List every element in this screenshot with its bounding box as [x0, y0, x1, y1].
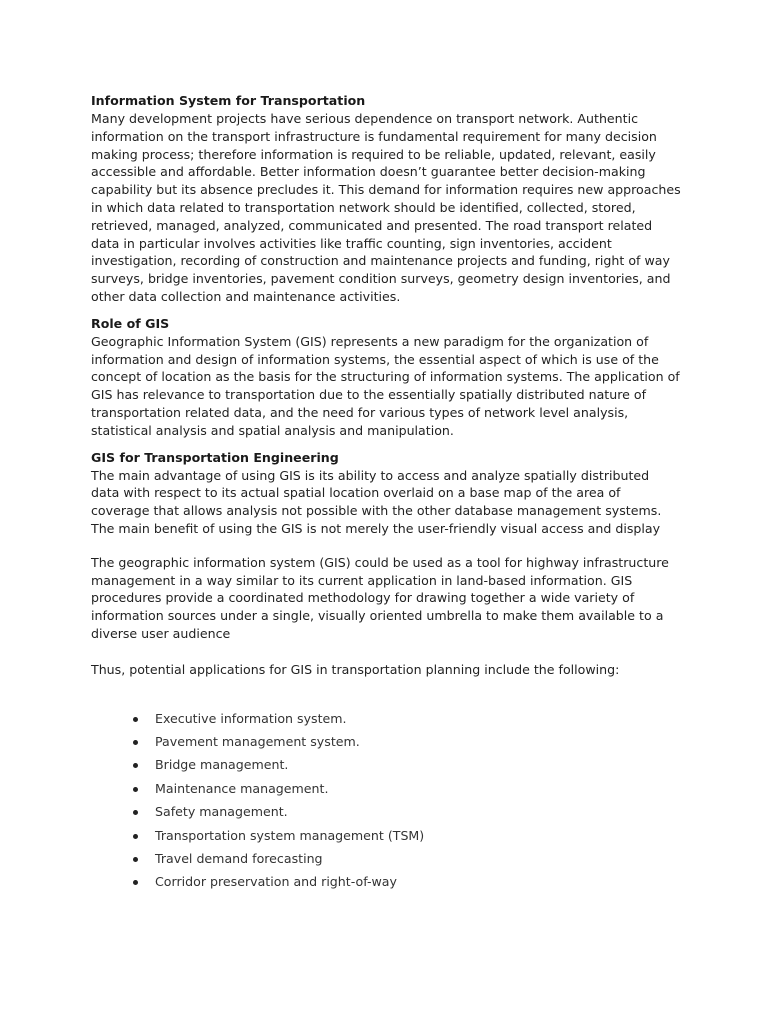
section-info-system: [91, 92, 681, 306]
list-item-text: Safety management.: [155, 804, 288, 820]
list-item: [91, 800, 681, 823]
section-paragraph: The main advantage of using GIS is its ability to access and analyze spatially distributed data with respect to its actual spatial location overlaid on a base map of the area of coverage that allows analysis not possible with the other database management systems. The main benefit of using the GIS is not merely the user-friendly visual access and display: [91, 467, 662, 536]
section-role-of-gis: [91, 315, 681, 440]
section-paragraph: The geographic information system (GIS) could be used as a tool for highway infrastructure management in a way similar to its current application in land-based information. GIS procedures provide a coordinated methodology for drawing together a wide variety of information sources under a single, visually oriented umbrella to make them available to a diverse user audience: [91, 554, 669, 641]
list-item-text: Maintenance management.: [155, 780, 329, 796]
bullet-icon: [133, 787, 138, 792]
section-paragraph: Many development projects have serious dependence on transport network. Authentic information on the transport infrastructure is fundamental requirement for many decision making process; therefore information is required to be reliable, updated, relevant, easily accessible and affordable. Better information doesn’t guarantee better decision-making capability but its absence precludes it. This demand for information requires new approaches in which data related to transportation network should be identified, collected, stored, retrieved, managed, analyzed, communicated and presented. The road transport related data in particular involves activities like traffic counting, sign inventories, accident investigation, recording of construction and maintenance projects and funding, right of way surveys, bridge inventories, pavement condition surveys, geometry design inventories, and other data collection and maintenance activities.: [91, 111, 681, 304]
list-item: [91, 824, 681, 847]
bullet-icon: [133, 857, 138, 862]
section-gis-transportation-engineering: [91, 449, 681, 643]
section-heading: Role of GIS: [91, 315, 170, 331]
document-page: [91, 92, 681, 894]
list-item: [91, 870, 681, 893]
section-heading: Information System for Transportation: [91, 93, 366, 108]
bullet-icon: [133, 763, 138, 768]
applications-intro: Thus, potential applications for GIS in transportation planning include the following:: [91, 661, 620, 677]
section-heading: GIS for Transportation Engineering: [91, 449, 339, 465]
bullet-icon: [133, 717, 138, 722]
list-item-text: Executive information system.: [155, 710, 347, 726]
list-item-text: Travel demand forecasting: [155, 850, 323, 866]
bullet-icon: [133, 810, 138, 815]
section-paragraph: Geographic Information System (GIS) represents a new paradigm for the organization of information and design of information systems, the essential aspect of which is use of the concept of location as the basis for the structuring of information systems. The application of GIS has relevance to transportation due to the essentially spatially distributed nature of transportation related data, and the need for various types of network level analysis, statistical analysis and spatial analysis and manipulation.: [91, 333, 680, 438]
list-item: [91, 730, 681, 753]
applications-list: [91, 707, 681, 894]
bullet-icon: [133, 834, 138, 839]
list-item: [91, 777, 681, 800]
list-item: [91, 753, 681, 776]
list-item-text: Corridor preservation and right-of-way: [155, 874, 397, 890]
bullet-icon: [133, 880, 138, 885]
list-item-text: Pavement management system.: [155, 733, 360, 749]
list-item: [91, 707, 681, 730]
list-item: [91, 847, 681, 870]
list-item-text: Bridge management.: [155, 757, 289, 773]
list-item-text: Transportation system management (TSM): [155, 827, 425, 843]
bullet-icon: [133, 740, 138, 745]
